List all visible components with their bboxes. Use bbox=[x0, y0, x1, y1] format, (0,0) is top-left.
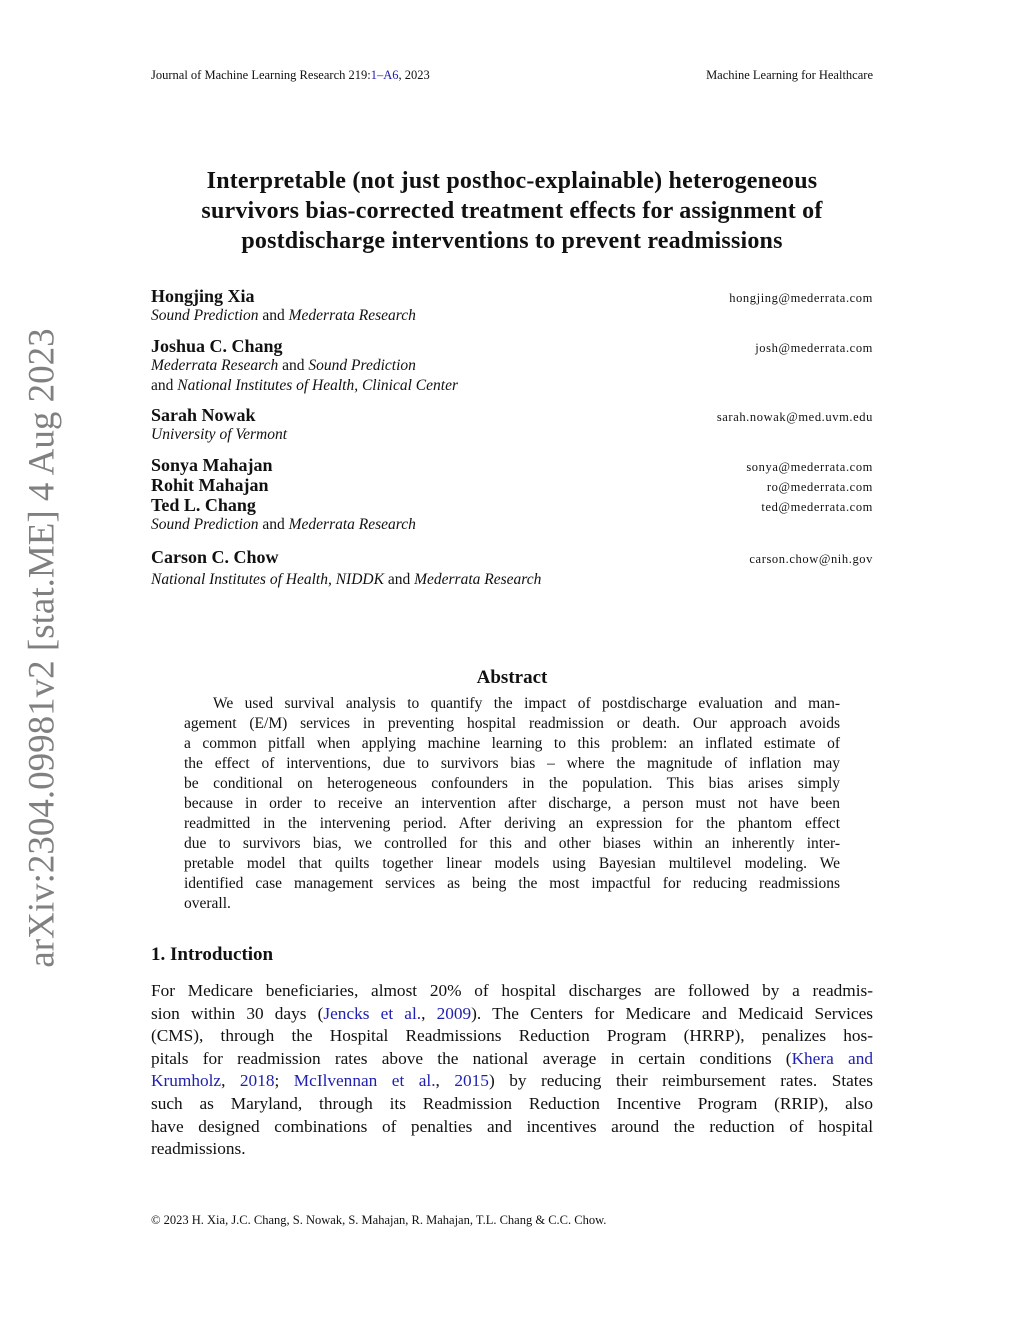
title-line: survivors bias-corrected treatment effects for assignment of bbox=[201, 198, 823, 224]
body-text: pitals for readmission rates above the national average in certain conditions ( bbox=[151, 1048, 792, 1068]
body-line bbox=[151, 1049, 873, 1069]
author-name: Joshua C. Chang bbox=[151, 336, 283, 356]
abstract-line: due to survivors bias, we controlled for this and other biases within an inherently inter- bbox=[184, 835, 840, 852]
author-email[interactable]: ro@mederrata.com bbox=[766, 480, 873, 494]
affiliation: National Institutes of Health, NIDDK and Mederrata Research bbox=[151, 571, 542, 588]
title-line: postdischarge interventions to prevent readmissions bbox=[241, 228, 783, 254]
citation-link[interactable]: 2018 bbox=[239, 1071, 275, 1091]
body-text: ) by reducing their reimbursement rates. States bbox=[488, 1071, 873, 1091]
paper-title bbox=[100, 166, 924, 256]
author-email[interactable]: sonya@mederrata.com bbox=[746, 460, 873, 474]
affiliation: Sound Prediction and Mederrata Research bbox=[151, 307, 416, 324]
affiliation: and National Institutes of Health, Clinical Center bbox=[151, 377, 458, 394]
abstract-line: We used survival analysis to quantify the impact of postdischarge evaluation and man- bbox=[213, 695, 840, 712]
author-name: Sonya Mahajan bbox=[151, 455, 273, 475]
affiliation: University of Vermont bbox=[151, 426, 288, 443]
pages-link[interactable]: 1–A6 bbox=[370, 68, 399, 82]
abstract-line: agement (E/M) services in preventing hospital readmission or death. Our approach avoids bbox=[184, 715, 840, 732]
body-text: such as Maryland, through its Readmission Reduction Incentive Program (RRIP), also bbox=[151, 1094, 873, 1113]
body-line bbox=[151, 1094, 873, 1114]
journal-name: Journal of Machine Learning Research 219: bbox=[151, 68, 371, 82]
abstract-line: the effect of interventions, due to survivors bias – where the magnitude of inflation may bbox=[184, 755, 840, 772]
body-text: , bbox=[421, 1003, 437, 1023]
copyright-footer: © 2023 H. Xia, J.C. Chang, S. Nowak, S. Mahajan, R. Mahajan, T.L. Chang & C.C. Chow. bbox=[151, 1213, 607, 1227]
abstract-line: overall. bbox=[184, 895, 231, 912]
body-text: have designed combinations of penalties and incentives around the reduction of hospital bbox=[151, 1116, 873, 1136]
author-email[interactable]: sarah.nowak@med.uvm.edu bbox=[716, 410, 873, 424]
body-line bbox=[151, 981, 873, 1001]
author-email[interactable]: hongjing@mederrata.com bbox=[729, 291, 873, 305]
author-email[interactable]: josh@mederrata.com bbox=[755, 341, 873, 355]
author-name: Sarah Nowak bbox=[151, 405, 256, 425]
author-email[interactable]: ted@mederrata.com bbox=[761, 500, 873, 514]
body-text: ; bbox=[274, 1071, 294, 1091]
citation-link[interactable]: Jencks et al. bbox=[323, 1003, 422, 1023]
body-line bbox=[151, 1026, 873, 1046]
arxiv-stamp: arXiv:2304.09981v2 [stat.ME] 4 Aug 2023 bbox=[21, 328, 63, 968]
body-line bbox=[151, 1004, 873, 1024]
abstract-heading: Abstract bbox=[476, 667, 548, 688]
abstract-line: readmitted in the intervening period. After deriving an expression for the phantom effect bbox=[184, 815, 840, 832]
abstract-line: be conditional on heterogeneous confounders in the population. This bias arises simply bbox=[184, 775, 840, 792]
body-text: , bbox=[221, 1071, 240, 1091]
body-line bbox=[151, 1117, 873, 1137]
body-text: (CMS), through the Hospital Readmissions Reduction Program (HRRP), penalizes hos- bbox=[151, 1026, 873, 1046]
author-name: Hongjing Xia bbox=[151, 286, 255, 306]
body-text: , bbox=[435, 1071, 455, 1091]
abstract-line: a common pitfall when applying machine learning to this problem: an inflated estimate of bbox=[184, 735, 840, 752]
body-text: ). The Centers for Medicare and Medicaid Services bbox=[471, 1003, 873, 1023]
author-email[interactable]: carson.chow@nih.gov bbox=[749, 552, 873, 566]
affiliation: Sound Prediction and Mederrata Research bbox=[151, 516, 416, 533]
section-heading-introduction: 1. Introduction bbox=[151, 944, 274, 965]
body-text: For Medicare beneficiaries, almost 20% of hospital discharges are followed by a readmis- bbox=[151, 981, 873, 1000]
title-line: Interpretable (not just posthoc-explainable) heterogeneous bbox=[206, 168, 818, 194]
running-header-journal bbox=[151, 68, 430, 83]
body-text: sion within 30 days ( bbox=[151, 1003, 324, 1023]
affiliation: Mederrata Research and Sound Prediction bbox=[151, 357, 416, 374]
running-header-venue: Machine Learning for Healthcare bbox=[706, 68, 873, 82]
abstract-line: identified case management services as being the most impactful for reducing readmissions bbox=[184, 875, 840, 892]
citation-link[interactable]: Khera and bbox=[791, 1048, 873, 1068]
body-text: readmissions. bbox=[151, 1139, 246, 1159]
abstract-line: pretable model that quilts together linear models using Bayesian multilevel modeling. We bbox=[184, 855, 840, 872]
author-name: Ted L. Chang bbox=[151, 495, 256, 515]
body-line bbox=[151, 1071, 873, 1091]
citation-link[interactable]: McIlvennan et al. bbox=[293, 1071, 436, 1091]
citation-link[interactable]: Krumholz bbox=[151, 1071, 222, 1091]
body-line bbox=[151, 1139, 873, 1159]
journal-year: , 2023 bbox=[398, 68, 430, 82]
author-name: Rohit Mahajan bbox=[151, 475, 269, 495]
author-name: Carson C. Chow bbox=[151, 547, 279, 567]
citation-link[interactable]: 2009 bbox=[436, 1003, 472, 1023]
abstract-line: because in order to receive an intervention after discharge, a person must not have been bbox=[184, 795, 840, 812]
citation-link[interactable]: 2015 bbox=[454, 1071, 489, 1091]
